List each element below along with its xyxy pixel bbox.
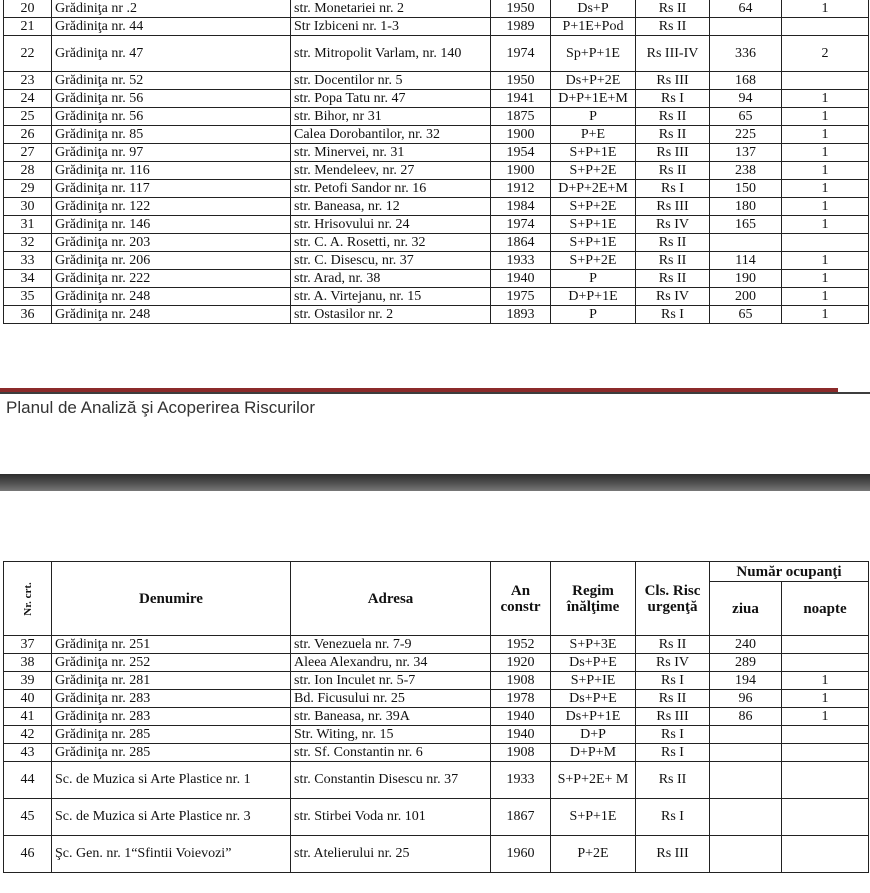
cell-nr: 27 bbox=[4, 144, 52, 162]
cell-risk: Rs II bbox=[636, 18, 710, 36]
cell-nr: 44 bbox=[4, 762, 52, 799]
table-row bbox=[4, 799, 869, 836]
cell-night: 1 bbox=[782, 144, 869, 162]
cell-address: str. Hrisovului nr. 24 bbox=[291, 216, 491, 234]
cell-name: Grădiniţa nr. 285 bbox=[52, 726, 291, 744]
table-row bbox=[4, 306, 869, 324]
header-denumire: Denumire bbox=[52, 562, 291, 636]
cell-risk: Rs II bbox=[636, 636, 710, 654]
cell-risk: Rs III-IV bbox=[636, 36, 710, 72]
cell-name: Grădiniţa nr. 206 bbox=[52, 252, 291, 270]
cell-address: str. Ostasilor nr. 2 bbox=[291, 306, 491, 324]
table-row bbox=[4, 18, 869, 36]
cell-regime: D+P+2E+M bbox=[551, 180, 636, 198]
table-row bbox=[4, 636, 869, 654]
cell-regime: P+1E+Pod bbox=[551, 18, 636, 36]
cell-name: Grădiniţa nr. 97 bbox=[52, 144, 291, 162]
cell-year: 1950 bbox=[491, 72, 551, 90]
cell-day bbox=[710, 18, 782, 36]
header-an: An constr bbox=[491, 562, 551, 636]
cell-nr: 36 bbox=[4, 306, 52, 324]
cell-night: 2 bbox=[782, 36, 869, 72]
table-row bbox=[4, 216, 869, 234]
cell-name: Grădiniţa nr. 122 bbox=[52, 198, 291, 216]
cell-day: 238 bbox=[710, 162, 782, 180]
cell-day bbox=[710, 762, 782, 799]
cell-address: Aleea Alexandru, nr. 34 bbox=[291, 654, 491, 672]
cell-address: str. Mitropolit Varlam, nr. 140 bbox=[291, 36, 491, 72]
cell-day: 336 bbox=[710, 36, 782, 72]
table-row bbox=[4, 252, 869, 270]
cell-risk: Rs II bbox=[636, 762, 710, 799]
cell-nr: 29 bbox=[4, 180, 52, 198]
cell-night bbox=[782, 636, 869, 654]
cell-day: 194 bbox=[710, 672, 782, 690]
cell-regime: P+E bbox=[551, 126, 636, 144]
cell-nr: 39 bbox=[4, 672, 52, 690]
cell-regime: D+P+1E bbox=[551, 288, 636, 306]
cell-name: Grădiniţa nr. 283 bbox=[52, 708, 291, 726]
cell-day bbox=[710, 836, 782, 873]
cell-name: Grădiniţa nr. 146 bbox=[52, 216, 291, 234]
cell-night: 1 bbox=[782, 672, 869, 690]
cell-nr: 40 bbox=[4, 690, 52, 708]
cell-nr: 23 bbox=[4, 72, 52, 90]
cell-regime: D+P+1E+M bbox=[551, 90, 636, 108]
table-row bbox=[4, 90, 869, 108]
cell-risk: Rs I bbox=[636, 672, 710, 690]
table-row bbox=[4, 234, 869, 252]
cell-nr: 31 bbox=[4, 216, 52, 234]
cell-nr: 34 bbox=[4, 270, 52, 288]
cell-night bbox=[782, 72, 869, 90]
cell-address: str. Ion Inculet nr. 5-7 bbox=[291, 672, 491, 690]
cell-night: 1 bbox=[782, 216, 869, 234]
cell-year: 1933 bbox=[491, 762, 551, 799]
cell-address: str. Atelierului nr. 25 bbox=[291, 836, 491, 873]
cell-year: 1984 bbox=[491, 198, 551, 216]
cell-night bbox=[782, 799, 869, 836]
cell-night bbox=[782, 744, 869, 762]
cell-day bbox=[710, 799, 782, 836]
cell-night: 1 bbox=[782, 306, 869, 324]
cell-risk: Rs II bbox=[636, 270, 710, 288]
header-adresa: Adresa bbox=[291, 562, 491, 636]
cell-address: str. Bihor, nr 31 bbox=[291, 108, 491, 126]
cell-night: 1 bbox=[782, 252, 869, 270]
cell-year: 1867 bbox=[491, 799, 551, 836]
cell-nr: 35 bbox=[4, 288, 52, 306]
cell-regime: S+P+IE bbox=[551, 672, 636, 690]
header-cls: Cls. Risc urgenţă bbox=[636, 562, 710, 636]
cell-regime: Sp+P+1E bbox=[551, 36, 636, 72]
table-row bbox=[4, 0, 869, 18]
cell-risk: Rs I bbox=[636, 90, 710, 108]
cell-risk: Rs II bbox=[636, 234, 710, 252]
cell-day: 180 bbox=[710, 198, 782, 216]
cell-risk: Rs IV bbox=[636, 288, 710, 306]
table-row bbox=[4, 654, 869, 672]
cell-year: 1908 bbox=[491, 744, 551, 762]
cell-risk: Rs I bbox=[636, 799, 710, 836]
cell-name: Sc. de Muzica si Arte Plastice nr. 1 bbox=[52, 762, 291, 799]
cell-night bbox=[782, 726, 869, 744]
cell-name: Grădiniţa nr. 85 bbox=[52, 126, 291, 144]
cell-risk: Rs IV bbox=[636, 216, 710, 234]
cell-address: str. Petofi Sandor nr. 16 bbox=[291, 180, 491, 198]
cell-address: str. Baneasa, nr. 12 bbox=[291, 198, 491, 216]
cell-risk: Rs I bbox=[636, 744, 710, 762]
cell-day: 289 bbox=[710, 654, 782, 672]
cell-nr: 33 bbox=[4, 252, 52, 270]
cell-day: 165 bbox=[710, 216, 782, 234]
cell-year: 1974 bbox=[491, 36, 551, 72]
cell-risk: Rs IV bbox=[636, 654, 710, 672]
cell-nr: 20 bbox=[4, 0, 52, 18]
cell-regime: S+P+1E bbox=[551, 234, 636, 252]
cell-nr: 21 bbox=[4, 18, 52, 36]
cell-night: 1 bbox=[782, 126, 869, 144]
cell-address: Bd. Ficusului nr. 25 bbox=[291, 690, 491, 708]
header-regim: Regim înălţime bbox=[551, 562, 636, 636]
cell-year: 1989 bbox=[491, 18, 551, 36]
table-row bbox=[4, 708, 869, 726]
header-ziua: ziua bbox=[710, 582, 782, 636]
cell-nr: 25 bbox=[4, 108, 52, 126]
cell-nr: 42 bbox=[4, 726, 52, 744]
cell-name: Sc. de Muzica si Arte Plastice nr. 3 bbox=[52, 799, 291, 836]
cell-year: 1940 bbox=[491, 708, 551, 726]
cell-year: 1978 bbox=[491, 690, 551, 708]
header-noapte: noapte bbox=[782, 582, 869, 636]
cell-day: 96 bbox=[710, 690, 782, 708]
cell-nr: 22 bbox=[4, 36, 52, 72]
cell-address: str. Minervei, nr. 31 bbox=[291, 144, 491, 162]
cell-regime: Ds+P+2E bbox=[551, 72, 636, 90]
cell-year: 1912 bbox=[491, 180, 551, 198]
cell-nr: 41 bbox=[4, 708, 52, 726]
cell-regime: S+P+1E bbox=[551, 799, 636, 836]
table-row bbox=[4, 108, 869, 126]
cell-regime: S+P+2E bbox=[551, 198, 636, 216]
cell-regime: Ds+P+1E bbox=[551, 708, 636, 726]
cell-nr: 45 bbox=[4, 799, 52, 836]
cell-night: 1 bbox=[782, 108, 869, 126]
table-row bbox=[4, 198, 869, 216]
cell-risk: Rs III bbox=[636, 836, 710, 873]
cell-risk: Rs II bbox=[636, 108, 710, 126]
cell-name: Grădiniţa nr. 56 bbox=[52, 108, 291, 126]
page-break-band bbox=[0, 474, 870, 491]
cell-year: 1893 bbox=[491, 306, 551, 324]
cell-night: 1 bbox=[782, 162, 869, 180]
cell-name: Grădiniţa nr. 203 bbox=[52, 234, 291, 252]
cell-nr: 46 bbox=[4, 836, 52, 873]
header-nr: Nr. crt. bbox=[4, 562, 52, 636]
cell-address: str. Docentilor nr. 5 bbox=[291, 72, 491, 90]
cell-regime: P bbox=[551, 270, 636, 288]
cell-nr: 30 bbox=[4, 198, 52, 216]
cell-year: 1933 bbox=[491, 252, 551, 270]
cell-address: str. Stirbei Voda nr. 101 bbox=[291, 799, 491, 836]
cell-year: 1900 bbox=[491, 162, 551, 180]
header-ocupanti: Număr ocupanţi bbox=[710, 562, 869, 582]
cell-name: Grădiniţa nr. 283 bbox=[52, 690, 291, 708]
cell-name: Grădiniţa nr. 248 bbox=[52, 288, 291, 306]
cell-regime: S+P+1E bbox=[551, 216, 636, 234]
cell-year: 1975 bbox=[491, 288, 551, 306]
cell-regime: S+P+2E+ M bbox=[551, 762, 636, 799]
table-row bbox=[4, 72, 869, 90]
page-header: Planul de Analiză şi Acoperirea Riscurilor bbox=[6, 398, 315, 417]
cell-night bbox=[782, 18, 869, 36]
cell-year: 1908 bbox=[491, 672, 551, 690]
cell-name: Grădiniţa nr. 47 bbox=[52, 36, 291, 72]
cell-name: Şc. Gen. nr. 1“Sfintii Voievozi” bbox=[52, 836, 291, 873]
table-row bbox=[4, 836, 869, 873]
cell-night: 1 bbox=[782, 270, 869, 288]
cell-address: str. A. Virtejanu, nr. 15 bbox=[291, 288, 491, 306]
cell-day: 200 bbox=[710, 288, 782, 306]
cell-address: str. Constantin Disescu nr. 37 bbox=[291, 762, 491, 799]
cell-risk: Rs II bbox=[636, 0, 710, 18]
cell-year: 1900 bbox=[491, 126, 551, 144]
cell-address: str. C. A. Rosetti, nr. 32 bbox=[291, 234, 491, 252]
cell-night bbox=[782, 234, 869, 252]
table-bottom bbox=[3, 561, 869, 873]
cell-regime: P bbox=[551, 108, 636, 126]
cell-day: 65 bbox=[710, 306, 782, 324]
cell-day: 168 bbox=[710, 72, 782, 90]
cell-name: Grădiniţa nr. 116 bbox=[52, 162, 291, 180]
cell-risk: Rs I bbox=[636, 180, 710, 198]
cell-day: 65 bbox=[710, 108, 782, 126]
cell-address: Calea Dorobantilor, nr. 32 bbox=[291, 126, 491, 144]
cell-regime: S+P+2E bbox=[551, 162, 636, 180]
cell-risk: Rs I bbox=[636, 726, 710, 744]
cell-year: 1920 bbox=[491, 654, 551, 672]
cell-day: 94 bbox=[710, 90, 782, 108]
cell-day: 137 bbox=[710, 144, 782, 162]
table-top bbox=[3, 0, 869, 324]
table-row bbox=[4, 744, 869, 762]
cell-risk: Rs III bbox=[636, 708, 710, 726]
cell-address: Str. Witing, nr. 15 bbox=[291, 726, 491, 744]
cell-nr: 43 bbox=[4, 744, 52, 762]
cell-address: str. C. Disescu, nr. 37 bbox=[291, 252, 491, 270]
cell-regime: S+P+1E bbox=[551, 144, 636, 162]
cell-address: str. Popa Tatu nr. 47 bbox=[291, 90, 491, 108]
cell-nr: 32 bbox=[4, 234, 52, 252]
table-row bbox=[4, 762, 869, 799]
table-row bbox=[4, 726, 869, 744]
cell-year: 1974 bbox=[491, 216, 551, 234]
cell-address: str. Arad, nr. 38 bbox=[291, 270, 491, 288]
cell-address: Str Izbiceni nr. 1-3 bbox=[291, 18, 491, 36]
cell-day: 225 bbox=[710, 126, 782, 144]
cell-day: 150 bbox=[710, 180, 782, 198]
cell-nr: 28 bbox=[4, 162, 52, 180]
cell-name: Grădiniţa nr. 252 bbox=[52, 654, 291, 672]
cell-year: 1940 bbox=[491, 726, 551, 744]
table-row bbox=[4, 36, 869, 72]
cell-name: Grădiniţa nr. 251 bbox=[52, 636, 291, 654]
cell-address: str. Baneasa, nr. 39A bbox=[291, 708, 491, 726]
cell-night bbox=[782, 762, 869, 799]
cell-night: 1 bbox=[782, 708, 869, 726]
cell-regime: Ds+P+E bbox=[551, 654, 636, 672]
header-rule-dark bbox=[0, 392, 870, 394]
cell-nr: 38 bbox=[4, 654, 52, 672]
cell-risk: Rs III bbox=[636, 198, 710, 216]
cell-name: Grădiniţa nr. 222 bbox=[52, 270, 291, 288]
cell-risk: Rs I bbox=[636, 306, 710, 324]
cell-day: 64 bbox=[710, 0, 782, 18]
cell-address: str. Sf. Constantin nr. 6 bbox=[291, 744, 491, 762]
cell-name: Grădiniţa nr. 248 bbox=[52, 306, 291, 324]
cell-name: Grădiniţa nr .2 bbox=[52, 0, 291, 18]
cell-year: 1875 bbox=[491, 108, 551, 126]
cell-regime: S+P+3E bbox=[551, 636, 636, 654]
cell-nr: 24 bbox=[4, 90, 52, 108]
table-row bbox=[4, 180, 869, 198]
cell-day bbox=[710, 726, 782, 744]
cell-name: Grădiniţa nr. 44 bbox=[52, 18, 291, 36]
cell-address: str. Monetariei nr. 2 bbox=[291, 0, 491, 18]
cell-regime: Ds+P+E bbox=[551, 690, 636, 708]
table-row bbox=[4, 288, 869, 306]
cell-name: Grădiniţa nr. 52 bbox=[52, 72, 291, 90]
cell-risk: Rs II bbox=[636, 252, 710, 270]
cell-day bbox=[710, 234, 782, 252]
cell-night: 1 bbox=[782, 180, 869, 198]
cell-address: str. Venezuela nr. 7-9 bbox=[291, 636, 491, 654]
cell-day bbox=[710, 744, 782, 762]
cell-regime: D+P+M bbox=[551, 744, 636, 762]
cell-address: str. Mendeleev, nr. 27 bbox=[291, 162, 491, 180]
cell-name: Grădiniţa nr. 281 bbox=[52, 672, 291, 690]
table-row bbox=[4, 144, 869, 162]
table-row bbox=[4, 126, 869, 144]
cell-night: 1 bbox=[782, 198, 869, 216]
cell-regime: P+2E bbox=[551, 836, 636, 873]
cell-risk: Rs III bbox=[636, 72, 710, 90]
cell-night: 1 bbox=[782, 90, 869, 108]
cell-name: Grădiniţa nr. 56 bbox=[52, 90, 291, 108]
cell-day: 114 bbox=[710, 252, 782, 270]
cell-regime: Ds+P bbox=[551, 0, 636, 18]
cell-year: 1960 bbox=[491, 836, 551, 873]
cell-nr: 26 bbox=[4, 126, 52, 144]
cell-nr: 37 bbox=[4, 636, 52, 654]
cell-year: 1950 bbox=[491, 0, 551, 18]
table-row bbox=[4, 690, 869, 708]
cell-regime: P bbox=[551, 306, 636, 324]
cell-year: 1941 bbox=[491, 90, 551, 108]
cell-year: 1864 bbox=[491, 234, 551, 252]
cell-risk: Rs III bbox=[636, 144, 710, 162]
cell-night: 1 bbox=[782, 690, 869, 708]
cell-regime: D+P bbox=[551, 726, 636, 744]
cell-night bbox=[782, 836, 869, 873]
table-row bbox=[4, 162, 869, 180]
cell-day: 190 bbox=[710, 270, 782, 288]
cell-risk: Rs II bbox=[636, 126, 710, 144]
cell-night: 1 bbox=[782, 0, 869, 18]
cell-risk: Rs II bbox=[636, 690, 710, 708]
cell-day: 240 bbox=[710, 636, 782, 654]
cell-name: Grădiniţa nr. 285 bbox=[52, 744, 291, 762]
cell-year: 1952 bbox=[491, 636, 551, 654]
cell-night: 1 bbox=[782, 288, 869, 306]
table-row bbox=[4, 672, 869, 690]
cell-name: Grădiniţa nr. 117 bbox=[52, 180, 291, 198]
cell-regime: S+P+2E bbox=[551, 252, 636, 270]
cell-day: 86 bbox=[710, 708, 782, 726]
cell-year: 1954 bbox=[491, 144, 551, 162]
cell-night bbox=[782, 654, 869, 672]
table-row bbox=[4, 270, 869, 288]
cell-risk: Rs II bbox=[636, 162, 710, 180]
cell-year: 1940 bbox=[491, 270, 551, 288]
